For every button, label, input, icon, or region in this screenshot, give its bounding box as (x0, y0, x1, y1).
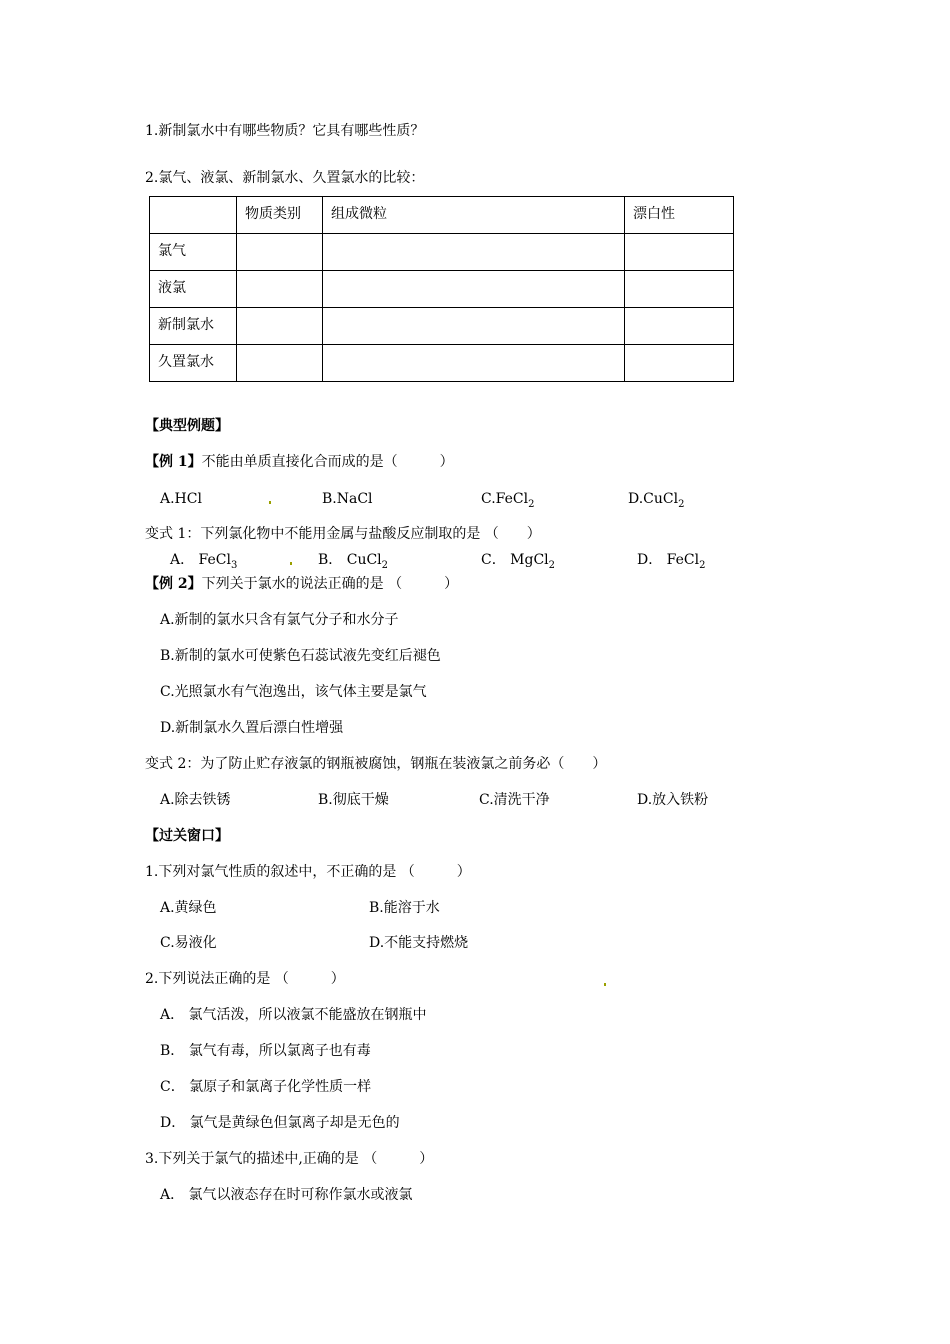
table-cell (237, 308, 323, 345)
variant-1-stem: 变式 1：下列氯化物中不能用金属与盐酸反应制取的是 （ ） (145, 526, 541, 542)
practice-3-option-a: A． 氯气以液态存在时可称作氯水或液氯 (160, 1187, 413, 1203)
table-header-cell (150, 197, 237, 234)
practice-2-stem: 2.下列说法正确的是 （ ） (145, 971, 345, 987)
table-row (150, 271, 734, 308)
table-header-row (150, 197, 734, 234)
example-2-label: 【例 2】 (145, 576, 202, 592)
variant-1-option-a: A． FeCl$_3$ (170, 552, 238, 571)
question-1: 1.新制氯水中有哪些物质？它具有哪些性质？ (145, 123, 425, 139)
example-1 (145, 452, 454, 472)
table-header-cell: 物质类别 (237, 197, 323, 234)
table-row (150, 345, 734, 382)
table-cell (625, 308, 734, 345)
practice-2-option-b: B． 氯气有毒，所以氯离子也有毒 (160, 1043, 371, 1059)
table-cell (625, 234, 734, 271)
table-cell (323, 308, 625, 345)
variant-2-stem: 变式 2：为了防止贮存液氯的钢瓶被腐蚀，钢瓶在装液氯之前务必（ ） (145, 756, 607, 772)
example-1-label: 【例 1】 (145, 454, 202, 470)
table-cell (323, 234, 625, 271)
practice-1-stem: 1.下列对氯气性质的叙述中，不正确的是 （ ） (145, 864, 471, 880)
example-2-option-d: D.新制氯水久置后漂白性增强 (160, 720, 344, 736)
table-cell (237, 345, 323, 382)
table-header-cell: 漂白性 (625, 197, 734, 234)
stray-mark (604, 983, 606, 986)
table-cell: 液氯 (150, 271, 237, 308)
example-1-option-d: D.CuCl$_2$ (628, 491, 685, 510)
table-cell (237, 271, 323, 308)
table-cell (323, 345, 625, 382)
practice-2-option-c: C． 氯原子和氯离子化学性质一样 (160, 1079, 372, 1095)
table-cell (323, 271, 625, 308)
practice-1-option-b: B.能溶于水 (369, 900, 440, 916)
question-2: 2.氯气、液氯、新制氯水、久置氯水的比较： (145, 170, 425, 186)
table-cell: 氯气 (150, 234, 237, 271)
table-cell: 久置氯水 (150, 345, 237, 382)
practice-1-option-d: D.不能支持燃烧 (369, 935, 469, 951)
practice-2-option-a: A． 氯气活泼，所以液氯不能盛放在钢瓶中 (160, 1007, 427, 1023)
stray-mark (269, 501, 271, 504)
example-2-option-b: B.新制的氯水可使紫色石蕊试液先变红后褪色 (160, 648, 441, 664)
table-row (150, 308, 734, 345)
variant-2-option-c: C.清洗干净 (479, 792, 550, 808)
table-cell (625, 271, 734, 308)
practice-2-option-d: D． 氯气是黄绿色但氯离子却是无色的 (160, 1115, 400, 1131)
table-cell (625, 345, 734, 382)
comparison-table (149, 196, 734, 382)
stray-mark (290, 562, 292, 565)
variant-2-option-d: D.放入铁粉 (637, 792, 709, 808)
section-title-examples: 【典型例题】 (145, 418, 229, 434)
variant-1-option-c: C． MgCl$_2$ (481, 552, 556, 571)
practice-3-stem: 3.下列关于氯气的描述中,正确的是 （ ） (145, 1151, 434, 1167)
example-2-option-a: A.新制的氯水只含有氯气分子和水分子 (160, 612, 399, 628)
table-header-cell: 组成微粒 (323, 197, 625, 234)
practice-1-option-c: C.易液化 (160, 935, 217, 951)
example-2 (145, 574, 458, 594)
example-2-stem: 下列关于氯水的说法正确的是 （ ） (201, 576, 459, 592)
variant-2-option-b: B.彻底干燥 (318, 792, 389, 808)
variant-1-option-d: D． FeCl$_2$ (637, 552, 706, 571)
table-cell (237, 234, 323, 271)
example-1-option-c: C.FeCl$_2$ (481, 491, 535, 510)
table-row (150, 234, 734, 271)
example-1-stem: 不能由单质直接化合而成的是（ ） (201, 454, 454, 470)
example-1-option-b: B.NaCl (322, 491, 373, 507)
example-1-option-a: A.HCl (160, 491, 202, 507)
table-cell: 新制氯水 (150, 308, 237, 345)
variant-1-option-b: B． CuCl$_2$ (318, 552, 389, 571)
example-2-option-c: C.光照氯水有气泡逸出，该气体主要是氯气 (160, 684, 427, 700)
section-title-practice: 【过关窗口】 (145, 828, 229, 844)
practice-1-option-a: A.黄绿色 (160, 900, 217, 916)
variant-2-option-a: A.除去铁锈 (160, 792, 231, 808)
